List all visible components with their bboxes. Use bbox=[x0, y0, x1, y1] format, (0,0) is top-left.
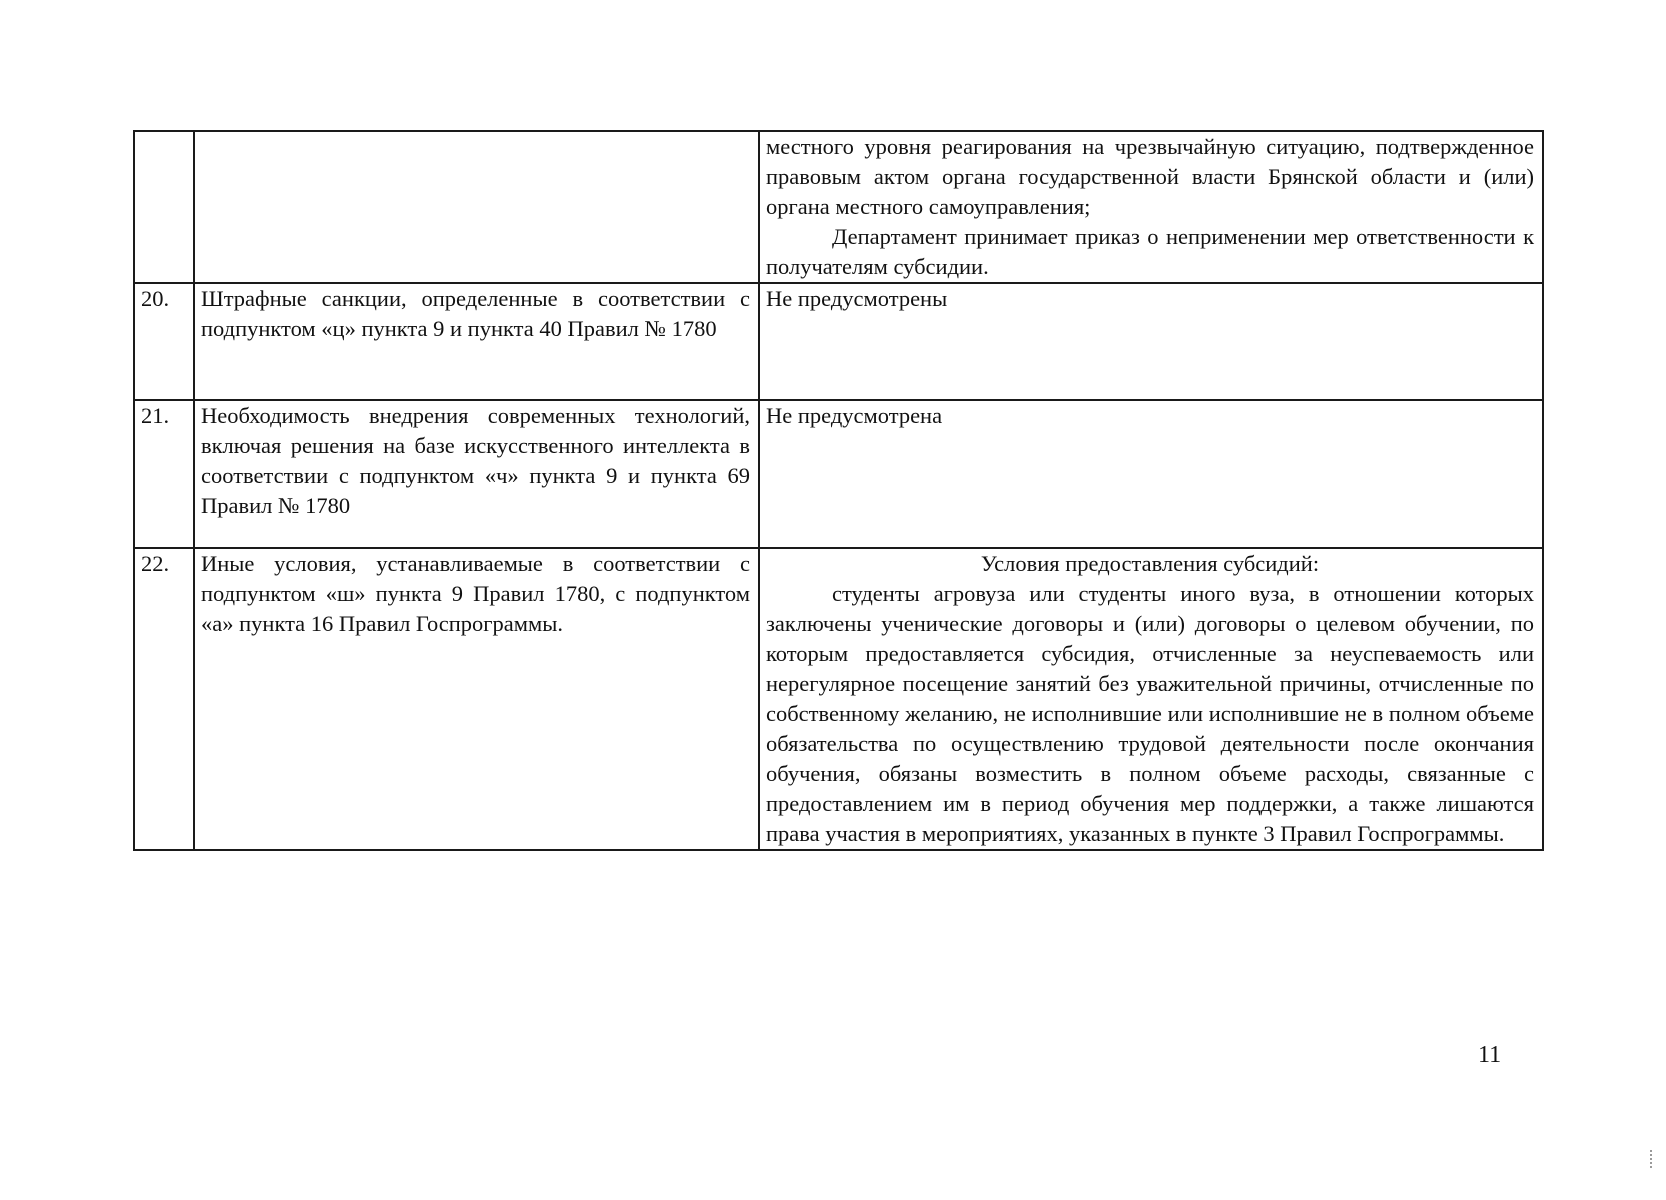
row-number-cell bbox=[134, 131, 194, 283]
table-row-20 bbox=[134, 283, 1543, 400]
row-name-cell: Штрафные санкции, определенные в соответствии с подпунктом «ц» пункта 9 и пункта 40 Правил № 1780 bbox=[194, 283, 759, 400]
row-value-cell bbox=[759, 283, 1543, 400]
row-number-cell: 22. bbox=[134, 548, 194, 850]
page-number: 11 bbox=[1478, 1042, 1502, 1068]
row-value-cell bbox=[759, 400, 1543, 548]
row-name-cell bbox=[194, 131, 759, 283]
table-row-21 bbox=[134, 400, 1543, 548]
value-paragraph: местного уровня реагирования на чрезвычайную ситуацию, подтвержденное правовым актом органа государственной власти Брянской области и (или) органа местного самоуправления; bbox=[766, 134, 1534, 219]
row-value-cell bbox=[759, 548, 1543, 850]
value-paragraph: студенты агровуза или студенты иного вуза, в отношении которых заключены ученические договоры и (или) договоры о целевом обучении, по которым предоставляется субсидия, отчисленные за неуспеваемость или нерегулярное посещение занятий без уважительной причины, отчисленные по собственному желанию, не исполнившие или исполнившие не в полном объеме обязательства по осуществлению трудовой деятельности после окончания обучения, обязаны возместить в полном объеме расходы, связанные с предоставлением им в период обучения мер поддержки, а также лишаются права участия в мероприятиях, указанных в пункте 3 Правил Госпрограммы. bbox=[766, 581, 1534, 846]
row-number-cell: 20. bbox=[134, 283, 194, 400]
value-heading: Условия предоставления субсидий: bbox=[980, 551, 1320, 576]
scan-edge-mark bbox=[1650, 1150, 1654, 1168]
value-paragraph: Не предусмотрены bbox=[766, 286, 948, 311]
row-name-cell: Иные условия, устанавливаемые в соответствии с подпунктом «ш» пункта 9 Правил 1780, с подпунктом «а» пункта 16 Правил Госпрограммы. bbox=[194, 548, 759, 850]
row-value-cell bbox=[759, 131, 1543, 283]
table-row-continuation bbox=[134, 131, 1543, 283]
row-number-cell: 21. bbox=[134, 400, 194, 548]
value-paragraph: Департамент принимает приказ о неприменении мер ответственности к получателям субсидии. bbox=[766, 224, 1534, 279]
table-row-22 bbox=[134, 548, 1543, 850]
value-paragraph: Не предусмотрена bbox=[766, 403, 943, 428]
conditions-table bbox=[133, 130, 1544, 851]
row-name-cell: Необходимость внедрения современных технологий, включая решения на базе искусственного интеллекта в соответствии с подпунктом «ч» пункта 9 и пункта 69 Правил № 1780 bbox=[194, 400, 759, 548]
